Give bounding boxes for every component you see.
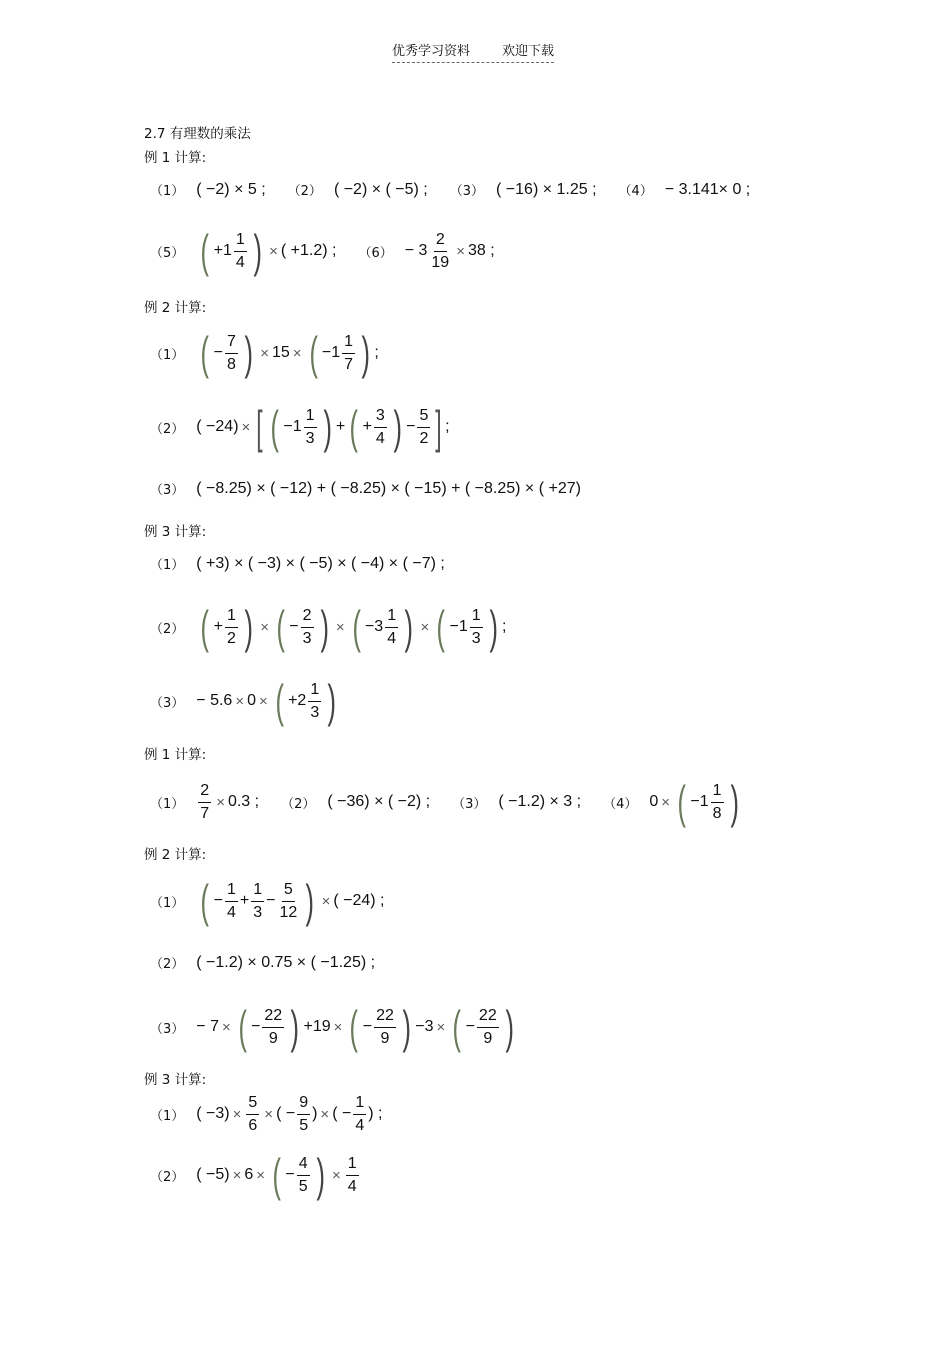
ex3b-row2: （2） ( −5) × 6 × ( − $\frac{4}{5}$ ) × $\frac{1}{4}$ [150, 1149, 357, 1201]
item-number: （3） [449, 184, 485, 199]
fraction: $\frac{1}{3}$ [305, 406, 315, 447]
fraction: $\frac{5}{2}$ [419, 406, 429, 447]
item-number: （5） [150, 245, 185, 261]
header-left: 优秀学习资料 [392, 44, 471, 59]
item-number: （1） [150, 796, 185, 812]
math-expr: ( −16) × 1.25 ; [496, 180, 597, 198]
fraction: $\frac{1}{3}$ [253, 880, 263, 921]
fraction: $\frac{5}{12}$ [279, 880, 298, 921]
ex1-row1 [150, 180, 750, 199]
fraction: $\frac{1}{7}$ [344, 332, 353, 373]
ex3b-row1: （1） ( −3) × $\frac{5}{6}$ × ( − $\frac{9}{5}$ ) × ( − $\frac{1}{4}$ ) ; [150, 1094, 383, 1134]
math-expr: ( −2) × ( −5) ; [333, 180, 428, 198]
ex2-row1: （1） ( − $\frac{7}{8}$ ) × 15 × ( −1 $\frac{1}{7}$ ) ; [150, 327, 379, 379]
item-number: （3） [150, 1021, 185, 1037]
ex3-row3: （3） − 5.6 × 0 × ( +2 $\frac{1}{3}$ ) [150, 675, 337, 727]
math-expr: − 3.141× 0 ; [664, 180, 751, 198]
item-number: （2） [150, 1169, 185, 1185]
ex2b-row2: （2） ( −1.2) × 0.75 × ( −1.25) ; [150, 953, 376, 972]
example-2-heading: 例 2 计算: [144, 300, 207, 316]
item-number: （1） [150, 895, 185, 911]
item-number: （1） [150, 558, 185, 573]
fraction: $\frac{22}{9}$ [376, 1006, 394, 1047]
example-1b-heading: 例 1 计算: [144, 747, 207, 763]
math-expr: ( −2) × 5 ; [196, 180, 266, 198]
section-title: 2.7 有理数的乘法 [144, 126, 251, 142]
fraction: $\frac{3}{4}$ [375, 406, 385, 447]
example-2b-heading: 例 2 计算: [144, 847, 207, 863]
ex3-row2: （2） ( + $\frac{1}{2}$ ) × ( − $\frac{2}{3}$ ) × ( −3 $\frac{1}{4}$ ) × ( −1 $\frac{1}{3}$ ) ; [150, 601, 507, 653]
ex1b-row1: （1） $\frac{2}{7}$ × 0.3 ; （2） ( −36) × ( −2) ; （3） ( −1.2) × 3 ; （4） 0 × ( −1 $\frac{1}{8}$ ) [150, 776, 739, 828]
fraction: $\frac{2}{19}$ [431, 230, 450, 271]
header-right: 欢迎下载 [501, 44, 554, 59]
item-number: （1） [150, 184, 185, 199]
item-number: （2） [287, 184, 322, 199]
ex2-row3: （3） ( −8.25) × ( −12) + ( −8.25) × ( −15) + ( −8.25) × ( +27) [150, 479, 581, 498]
item-number: （2） [281, 796, 316, 812]
item-number: （4） [603, 796, 638, 812]
fraction: $\frac{1}{3}$ [310, 680, 320, 721]
fraction: $\frac{1}{4}$ [226, 880, 236, 921]
fraction: $\frac{1}{4}$ [355, 1094, 365, 1134]
fraction: $\frac{5}{6}$ [248, 1094, 258, 1134]
ex2-row2: （2） ( −24) × [ ( −1 $\frac{1}{3}$ ) + ( + $\frac{3}{4}$ ) − $\frac{5}{2}$ ] ; [150, 401, 450, 453]
item-number: （2） [150, 957, 185, 972]
fraction: $\frac{4}{5}$ [298, 1154, 308, 1195]
item-number: （3） [150, 483, 185, 498]
fraction: $\frac{1}{8}$ [712, 781, 722, 822]
example-1-heading: 例 1 计算: [144, 150, 207, 166]
fraction: $\frac{2}{7}$ [200, 781, 210, 822]
fraction: $\frac{9}{5}$ [299, 1094, 309, 1134]
ex2b-row3: （3） − 7 × ( − $\frac{22}{9}$ ) +19 × ( − $\frac{22}{9}$ ) −3 × ( − $\frac{22}{9}$ ) [150, 1001, 514, 1053]
fraction: $\frac{1}{2}$ [226, 606, 236, 647]
fraction: $\frac{1}{4}$ [347, 1154, 357, 1195]
ex2b-row1: （1） ( − $\frac{1}{4}$ + $\frac{1}{3}$ − $\frac{5}{12}$ ) × ( −24) ; [150, 875, 385, 927]
item-number: （1） [150, 347, 185, 363]
ex3-row1: （1） ( +3) × ( −3) × ( −5) × ( −4) × ( −7) ; [150, 554, 445, 573]
item-number: （3） [452, 796, 487, 812]
item-number: （2） [150, 421, 185, 437]
ex1-row2: （5） ( +1 $\frac{1}{4}$ ) × ( +1.2) ; （6） − 3 $\frac{2}{19}$ × 38 ; [150, 225, 495, 277]
fraction: $\frac{2}{3}$ [302, 606, 312, 647]
fraction: $\frac{1}{4}$ [235, 230, 245, 271]
item-number: （3） [150, 695, 185, 711]
page-header [392, 40, 554, 63]
example-3b-heading: 例 3 计算: [144, 1072, 207, 1088]
item-number: （2） [150, 621, 185, 637]
fraction: $\frac{22}{9}$ [264, 1006, 283, 1047]
item-number: （6） [358, 245, 393, 261]
fraction: $\frac{7}{8}$ [226, 332, 236, 373]
item-number: （1） [150, 1108, 185, 1124]
item-number: （4） [618, 184, 653, 199]
fraction: $\frac{1}{3}$ [471, 606, 481, 647]
fraction: $\frac{1}{4}$ [387, 606, 397, 647]
example-3-heading: 例 3 计算: [144, 524, 207, 540]
fraction: $\frac{22}{9}$ [478, 1006, 497, 1047]
